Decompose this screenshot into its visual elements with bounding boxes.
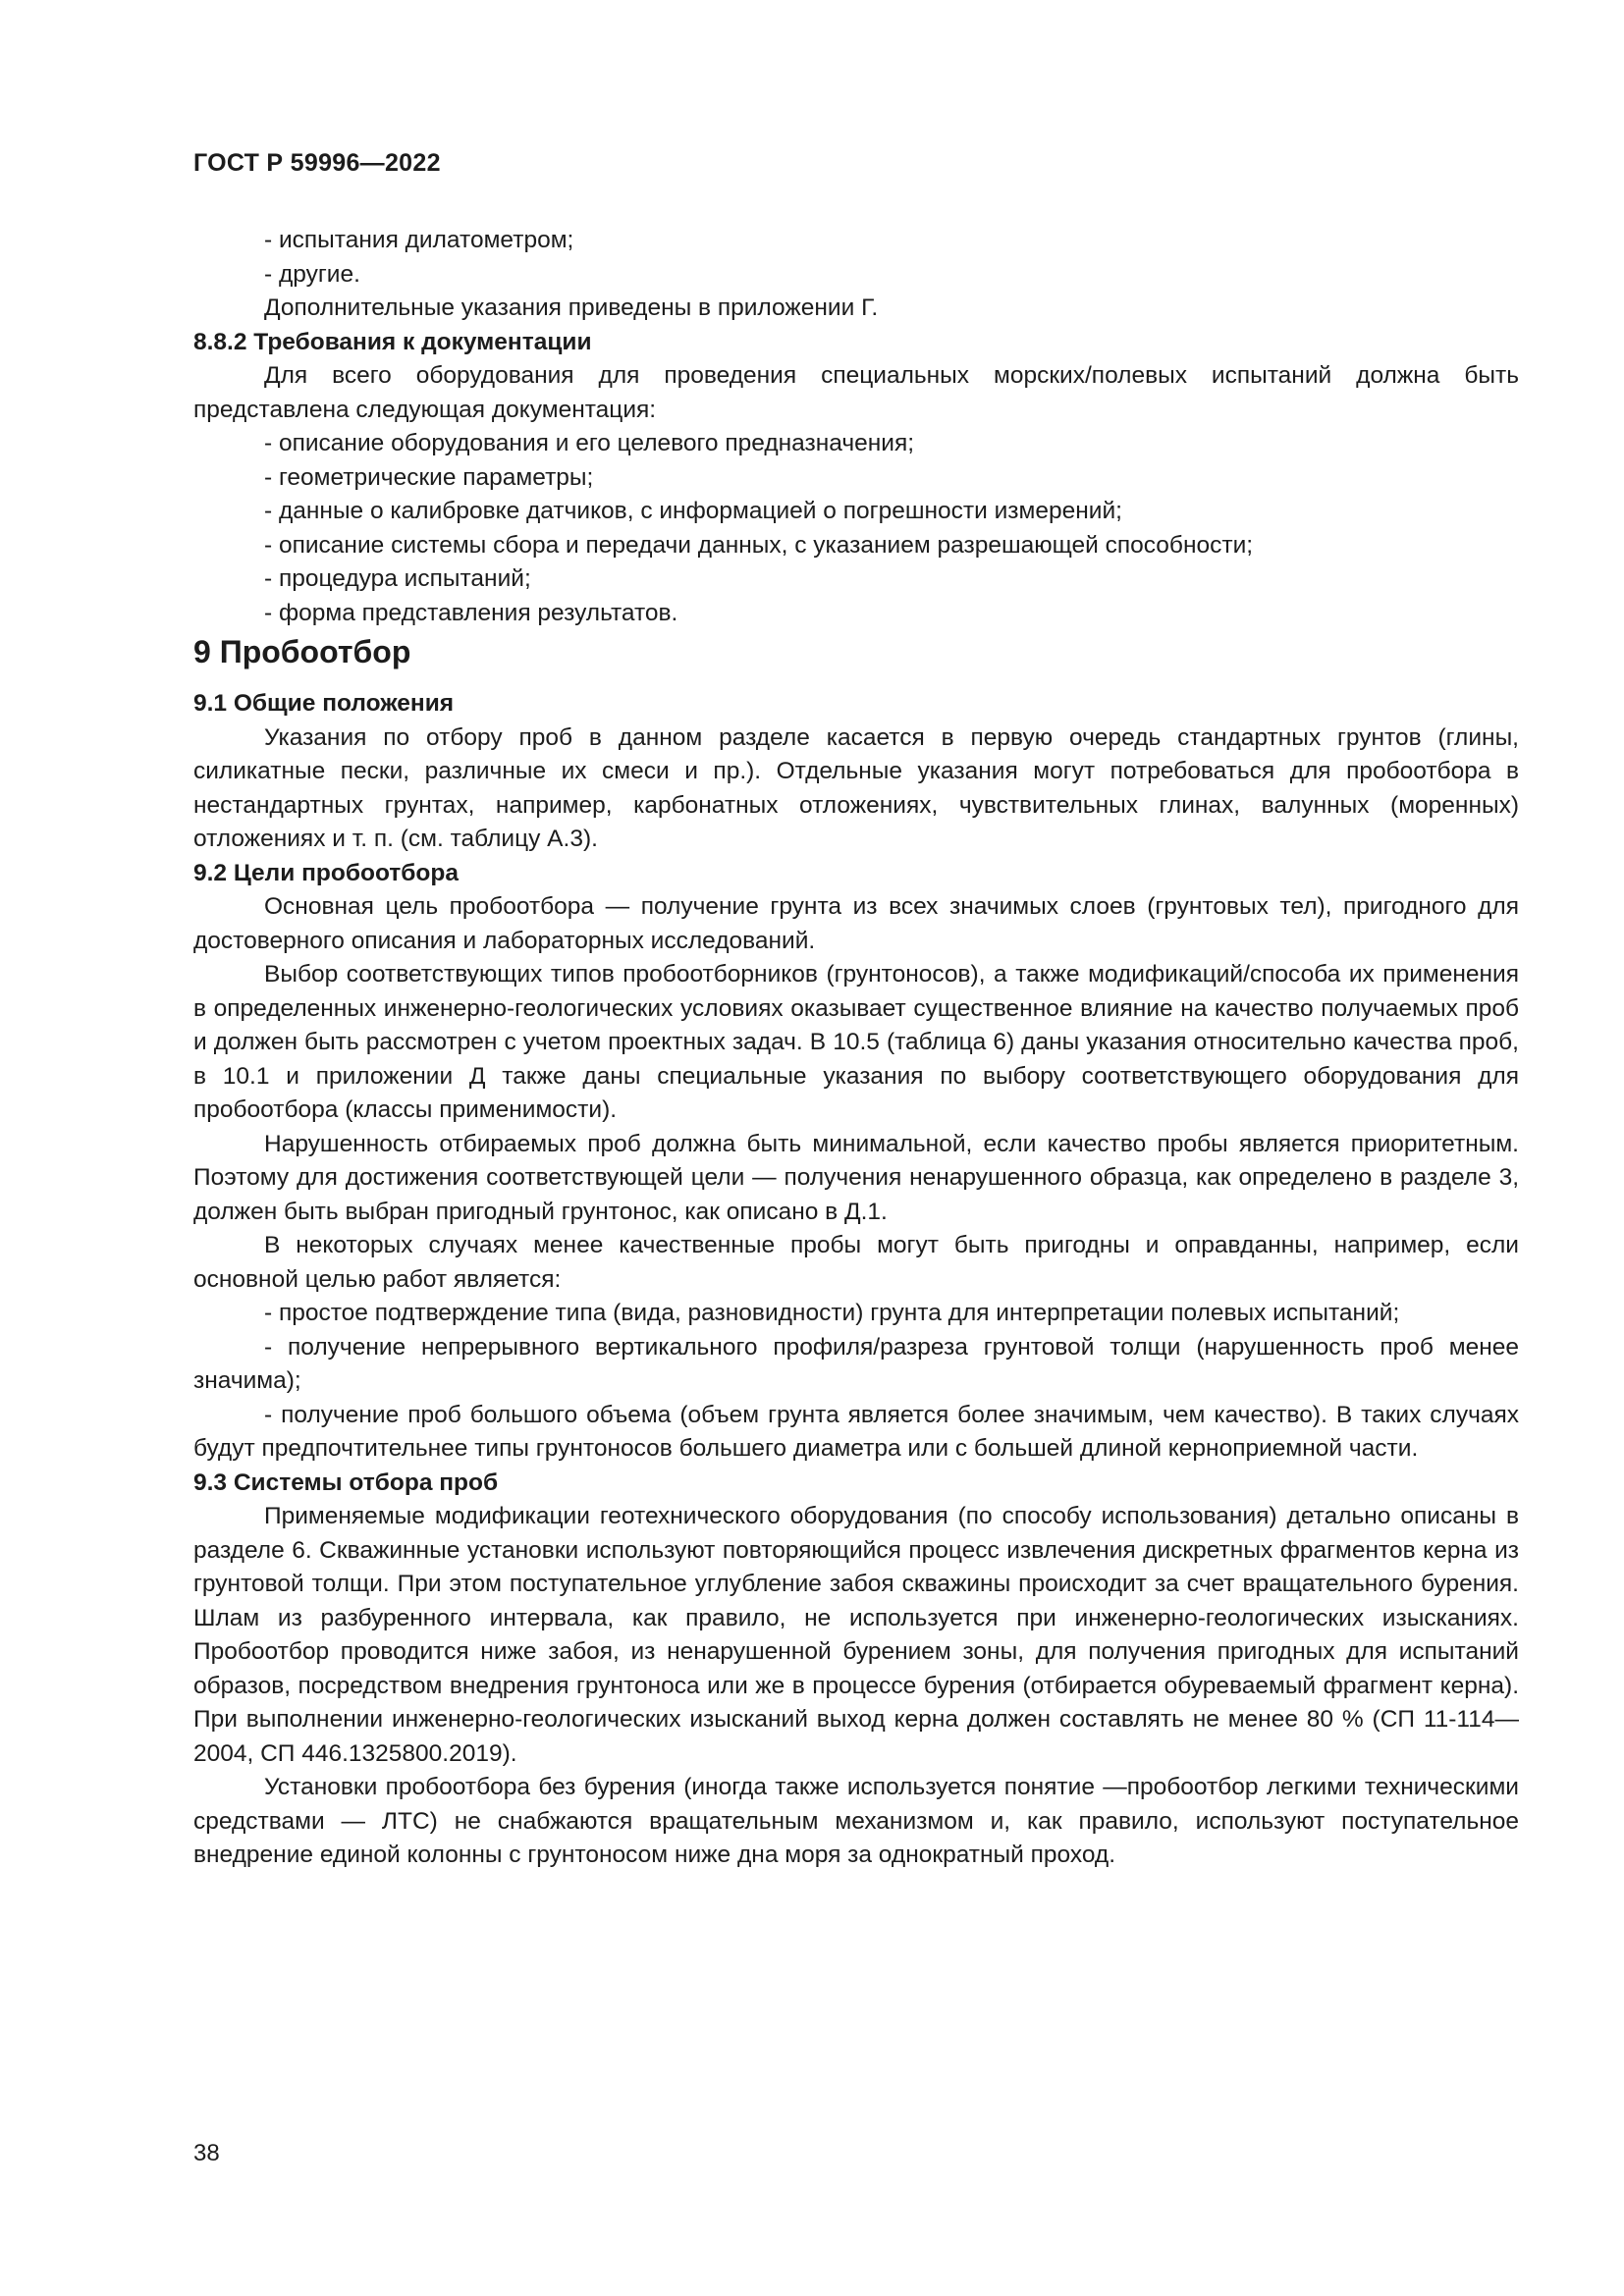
- subsection-heading-9-1: 9.1 Общие положения: [193, 690, 455, 717]
- list-item: - геометрические параметры;: [264, 463, 594, 491]
- subsection-heading-8-8-2: 8.8.2 Требования к документации: [193, 328, 592, 355]
- paragraph: Выбор соответствующих типов пробоотборников (грунтоносов), а также модификаций/способа их применения в определенных инженерно-геологических условиях оказывает существенное влияние на качество получаемых проб и должен быть рассмотрен с учетом проектных задач. В 10.5 (таблица 6) даны указания относительно качества проб, в 10.1 и приложении Д также даны специальные указания по выбору соответствующего оборудования для пробоотбора (классы применимости).: [193, 961, 1519, 1123]
- paragraph: Указания по отбору проб в данном разделе касается в первую очередь стандартных грунтов (глины, силикатные пески, различные их смеси и пр.). Отдельные указания могут потребоваться для пробоотбора в нестандартных грунтах, например, карбонатных отложениях, чувствительных глинах, валунных (моренных) отложениях и т. п. (см. таблицу А.3).: [193, 723, 1519, 852]
- paragraph: Основная цель пробоотбора — получение грунта из всех значимых слоев (грунтовых тел), пригодного для достоверного описания и лабораторных исследований.: [193, 893, 1519, 954]
- subsection-heading-9-3: 9.3 Системы отбора проб: [193, 1468, 499, 1496]
- document-body: [193, 224, 1519, 1873]
- list-item: - другие.: [264, 260, 360, 288]
- page-number: 38: [193, 2140, 220, 2166]
- paragraph: Нарушенность отбираемых проб должна быть минимальной, если качество пробы является приоритетным. Поэтому для достижения соответствующей цели — получения ненарушенного образца, как определено в разделе 3, должен быть выбран пригодный грунтонос, как описано в Д.1.: [193, 1130, 1519, 1225]
- list-item: - описание оборудования и его целевого предназначения;: [264, 430, 915, 456]
- paragraph: Для всего оборудования для проведения специальных морских/полевых испытаний должна быть представлена следующая документация:: [193, 362, 1519, 423]
- section-heading-9: 9 Пробоотбор: [193, 634, 411, 669]
- list-item: - форма представления результатов.: [264, 599, 678, 626]
- list-item: - получение проб большого объема (объем грунта является более значимым, чем качество). В таких случаях будут предпочтительнее типы грунтоносов большего диаметра или с большей длиной керноприемной части.: [193, 1401, 1519, 1462]
- paragraph: В некоторых случаях менее качественные пробы могут быть пригодны и оправданны, например, если основной целью работ является:: [193, 1232, 1519, 1293]
- list-item: - получение непрерывного вертикального профиля/разреза грунтовой толщи (нарушенность проб менее значима);: [193, 1333, 1519, 1394]
- paragraph: Дополнительные указания приведены в приложении Г.: [264, 294, 879, 321]
- list-item: - процедура испытаний;: [264, 565, 531, 592]
- list-item: - данные о калибровке датчиков, с информацией о погрешности измерений;: [264, 498, 1122, 524]
- list-item: - испытания дилатометром;: [264, 227, 574, 253]
- list-item: - описание системы сбора и передачи данных, с указанием разрешающей способности;: [264, 531, 1254, 559]
- paragraph: Применяемые модификации геотехнического оборудования (по способу использования) детально описаны в разделе 6. Скважинные установки используют повторяющийся процесс извлечения дискретных фрагментов керна из грунтовой толщи. При этом поступательное углубление забоя скважины происходит за счет вращательного бурения. Шлам из разбуренного интервала, как правило, не используется при инженерно-геологических изысканиях. Пробоотбор проводится ниже забоя, из ненарушенной бурением зоны, для получения пригодных для испытаний образов, посредством внедрения грунтоноса или же в процессе бурения (отбирается обуреваемый фрагмент керна). При выполнении инженерно-геологических изысканий выход керна должен составлять не менее 80 % (СП 11-114—2004, СП 446.1325800.2019).: [193, 1503, 1519, 1767]
- paragraph: Установки пробоотбора без бурения (иногда также используется понятие —пробоотбор легкими техническими средствами — ЛТС) не снабжаются вращательным механизмом и, как правило, используют поступательное внедрение единой колонны с грунтоносом ниже дна моря за однократный проход.: [193, 1774, 1519, 1868]
- subsection-heading-9-2: 9.2 Цели пробоотбора: [193, 859, 459, 886]
- document-header: ГОСТ Р 59996—2022: [193, 149, 441, 177]
- list-item: - простое подтверждение типа (вида, разновидности) грунта для интерпретации полевых испытаний;: [264, 1300, 1400, 1326]
